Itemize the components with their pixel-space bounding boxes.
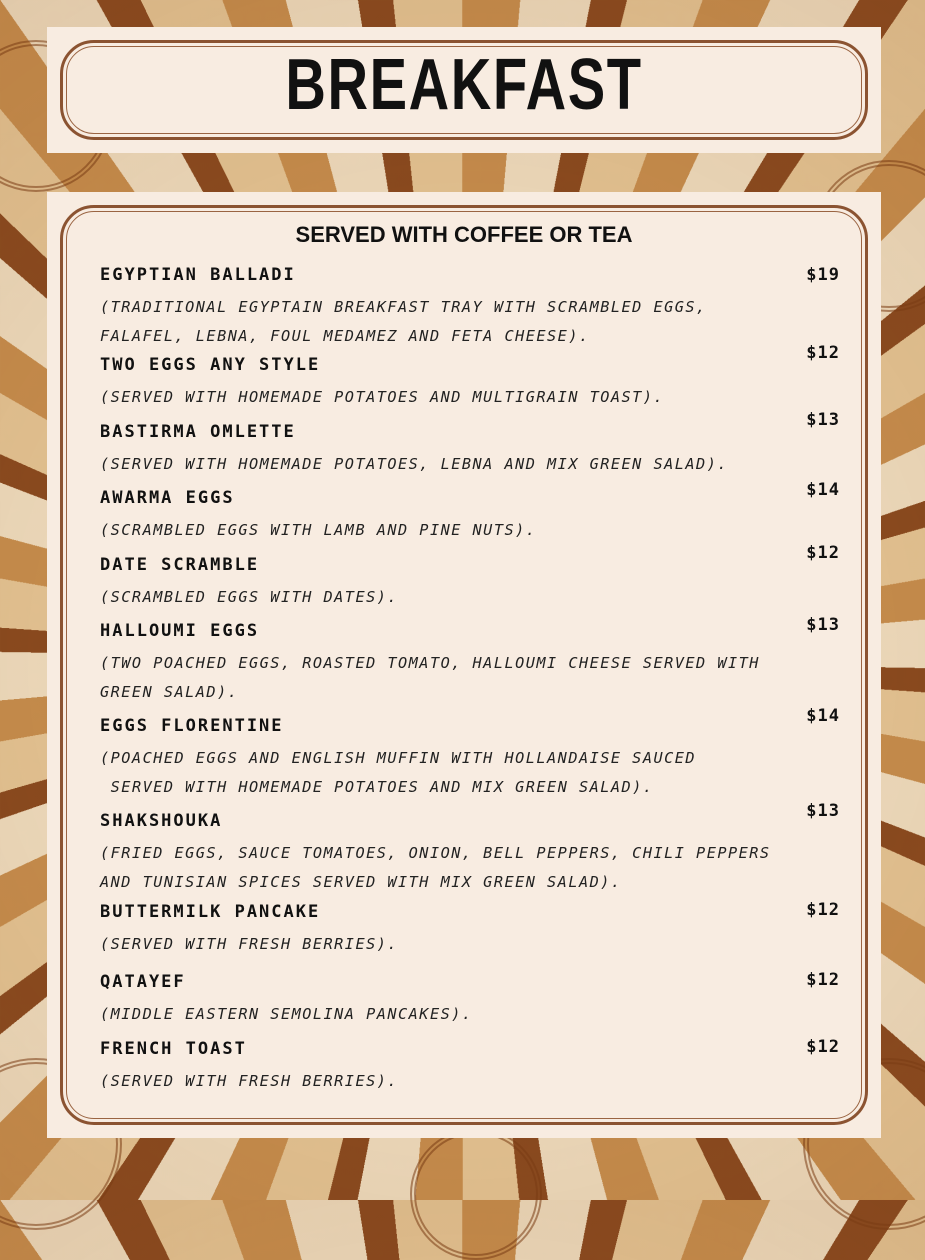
menu-item-price: $12: [806, 543, 840, 563]
menu-item-price: $12: [806, 343, 840, 363]
menu-item-name: DATE SCRAMBLE: [100, 555, 260, 575]
menu-item-name: EGYPTIAN BALLADI: [100, 265, 296, 285]
menu-item: [100, 343, 840, 412]
menu-item-description: (SERVED WITH HOMEMADE POTATOES AND MULTIGRAIN TOAST).: [100, 388, 665, 406]
menu-item-description: (SCRAMBLED EGGS WITH LAMB AND PINE NUTS).: [100, 521, 537, 539]
menu-item: [100, 970, 840, 1029]
menu-item: [100, 480, 840, 545]
menu-item: [100, 615, 840, 707]
ornament: [410, 1128, 542, 1260]
menu-item-price: $13: [806, 615, 840, 635]
menu-item-price: $19: [806, 265, 840, 285]
menu-item-description: (TRADITIONAL EGYPTAIN BREAKFAST TRAY WITH SCRAMBLED EGGS, FALAFEL, LEBNA, FOUL MEDAMEZ AND FETA CHEESE).: [100, 298, 718, 345]
menu-item-description: (SERVED WITH HOMEMADE POTATOES, LEBNA AND MIX GREEN SALAD).: [100, 455, 728, 473]
menu-item-description: (TWO POACHED EGGS, ROASTED TOMATO, HALLOUMI CHEESE SERVED WITH GREEN SALAD).: [100, 654, 771, 701]
menu-item-description: (SCRAMBLED EGGS WITH DATES).: [100, 588, 399, 606]
menu-item: [100, 543, 840, 612]
menu-item-name: QATAYEF: [100, 972, 186, 992]
menu-item-description: (POACHED EGGS AND ENGLISH MUFFIN WITH HOLLANDAISE SAUCED SERVED WITH HOMEMADE POTATOES AND MIX GREEN SALAD).: [100, 749, 697, 796]
menu-item: [100, 801, 840, 897]
menu-item-name: AWARMA EGGS: [100, 488, 235, 508]
page-title: BREAKFAST: [285, 45, 643, 125]
menu-item-name: BUTTERMILK PANCAKE: [100, 902, 321, 922]
menu-item-description: (SERVED WITH FRESH BERRIES).: [100, 1072, 399, 1090]
menu-item: [100, 706, 840, 802]
menu-item-name: EGGS FLORENTINE: [100, 716, 284, 736]
menu-item-price: $12: [806, 900, 840, 920]
menu-item-price: $13: [806, 410, 840, 430]
menu-item-description: (MIDDLE EASTERN SEMOLINA PANCAKES).: [100, 1005, 473, 1023]
menu-subtitle: SERVED WITH COFFEE OR TEA: [295, 222, 633, 247]
menu-item-price: $14: [806, 480, 840, 500]
menu-item-price: $13: [806, 801, 840, 821]
menu-card: [50, 195, 878, 1135]
menu-item: [100, 900, 840, 959]
menu-item-name: FRENCH TOAST: [100, 1039, 247, 1059]
menu-item-description: (SERVED WITH FRESH BERRIES).: [100, 935, 399, 953]
menu-item-name: BASTIRMA OMLETTE: [100, 422, 296, 442]
menu-item-price: $12: [806, 970, 840, 990]
menu-item-name: SHAKSHOUKA: [100, 811, 223, 831]
menu-item: [100, 410, 840, 479]
menu-item: [100, 1037, 840, 1096]
title-banner: [50, 30, 878, 150]
menu-item-name: HALLOUMI EGGS: [100, 621, 260, 641]
menu-item: [100, 263, 840, 351]
menu-item-description: (FRIED EGGS, SAUCE TOMATOES, ONION, BELL PEPPERS, CHILI PEPPERS AND TUNISIAN SPICES SERVED WITH MIX GREEN SALAD).: [100, 844, 782, 891]
menu-item-price: $12: [806, 1037, 840, 1057]
menu-item-price: $14: [806, 706, 840, 726]
menu-item-name: TWO EGGS ANY STYLE: [100, 355, 321, 375]
